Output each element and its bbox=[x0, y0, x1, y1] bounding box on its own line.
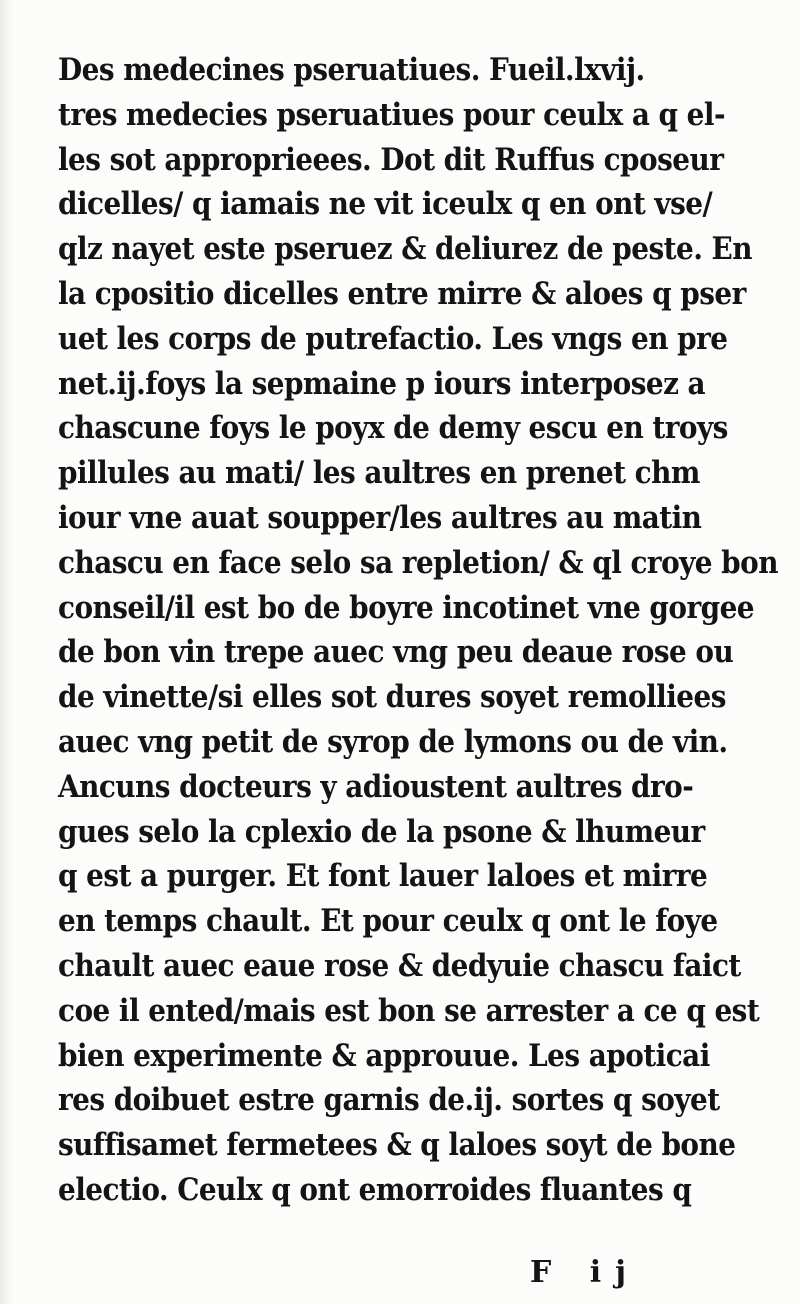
text-line: electio. Ceulx q ont emorroides fluantes q bbox=[58, 1171, 692, 1208]
text-line: Ancuns docteurs y adioustent aultres dro- bbox=[58, 768, 694, 805]
text-line: conseil/il est bo de boyre incotinet vne gorgee bbox=[58, 589, 755, 626]
text-line: pillules au mati/ les aultres en prenet chm bbox=[58, 455, 700, 492]
text-line: tres medecies pseruatiues pour ceulx a q el- bbox=[58, 96, 725, 133]
text-line: uet les corps de putrefactio. Les vngs en pre bbox=[58, 320, 728, 357]
text-line-running-head: Des medecines pseruatiues. Fueil.lxvij. bbox=[58, 52, 645, 88]
text-line: q est a purger. Et font lauer laloes et mirre bbox=[58, 858, 708, 895]
text-line: chault auec eaue rose & dedyuie chascu faict bbox=[58, 947, 741, 984]
text-line: en temps chault. Et pour ceulx q ont le foye bbox=[58, 903, 718, 940]
text-line: coe il ented/mais est bon se arrester a ce q est bbox=[58, 992, 760, 1029]
text-line: iour vne auat soupper/les aultres au matin bbox=[58, 499, 702, 536]
text-line: de bon vin trepe auec vng peu deaue rose ou bbox=[58, 634, 734, 671]
text-line: dicelles/ q iamais ne vit iceulx q en ont vse/ bbox=[58, 186, 713, 223]
text-line: net.ij.foys la sepmaine p iours interposez a bbox=[58, 365, 706, 402]
text-line: qlz nayet este pseruez & deliurez de peste. En bbox=[58, 231, 753, 268]
text-line: res doibuet estre garnis de.ij. sortes q soyet bbox=[58, 1082, 720, 1119]
text-line: bien experimente & approuue. Les apoticai bbox=[58, 1037, 710, 1074]
text-line: chascune foys le poyx de demy escu en troys bbox=[58, 410, 728, 447]
text-line: chascu en face selo sa repletion/ & ql croye bon bbox=[58, 544, 778, 581]
text-line: de vinette/si elles sot dures soyet remolliees bbox=[58, 679, 726, 716]
text-line: suffisamet fermetees & q laloes soyt de bone bbox=[58, 1127, 736, 1164]
signature-mark: F ij bbox=[530, 1255, 640, 1290]
text-line: gues selo la cplexio de la psone & lhumeur bbox=[58, 813, 705, 850]
text-line: auec vng petit de syrop de lymons ou de vin. bbox=[58, 723, 728, 760]
text-block bbox=[58, 48, 778, 1213]
page-edge-shadow bbox=[0, 0, 14, 1304]
text-line: les sot approprieees. Dot dit Ruffus cposeur bbox=[58, 141, 724, 178]
text-line: la cpositio dicelles entre mirre & aloes q pser bbox=[58, 275, 746, 312]
